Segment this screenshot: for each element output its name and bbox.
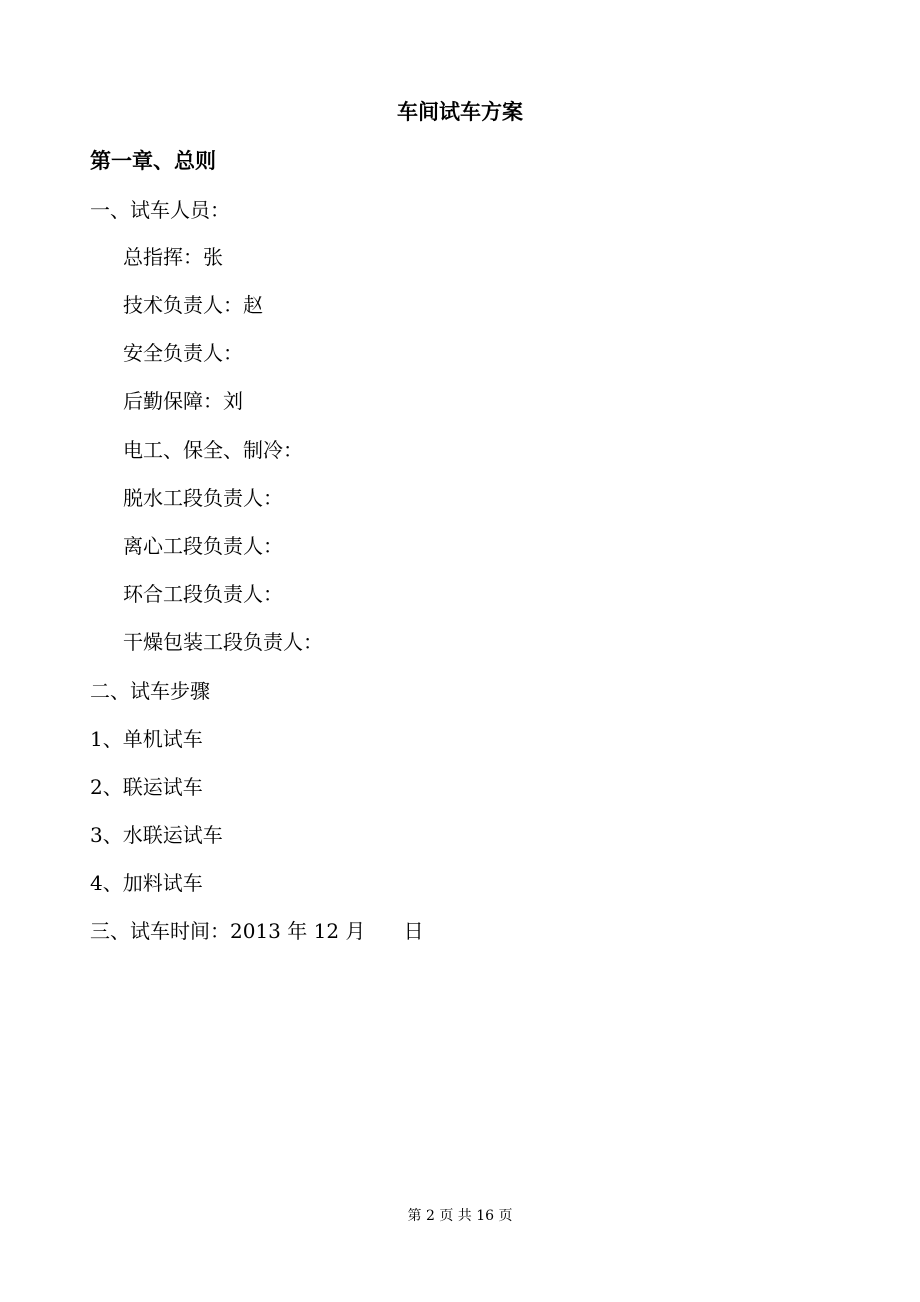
section-trial-time: 三、试车时间：2013 年 12 月 日 bbox=[90, 919, 424, 943]
footer-total-pages: 16 bbox=[476, 1208, 495, 1224]
personnel-item: 总指挥：张 bbox=[123, 245, 223, 269]
step-item: 3、水联运试车 bbox=[90, 823, 223, 847]
personnel-item: 后勤保障：刘 bbox=[123, 389, 243, 413]
personnel-item: 脱水工段负责人： bbox=[123, 486, 283, 510]
chapter-heading: 第一章、总则 bbox=[90, 148, 216, 173]
personnel-item: 技术负责人：赵 bbox=[123, 293, 263, 317]
section-heading-personnel: 一、试车人员： bbox=[90, 198, 230, 222]
footer-middle: 页 共 bbox=[439, 1208, 472, 1224]
document-title: 车间试车方案 bbox=[397, 99, 523, 124]
footer-suffix: 页 bbox=[498, 1208, 513, 1224]
page-footer bbox=[0, 1206, 920, 1226]
personnel-item: 干燥包装工段负责人： bbox=[123, 630, 323, 654]
step-item: 2、联运试车 bbox=[90, 775, 203, 799]
personnel-item: 离心工段负责人： bbox=[123, 534, 283, 558]
footer-current-page: 2 bbox=[425, 1208, 435, 1224]
step-item: 1、单机试车 bbox=[90, 727, 203, 751]
personnel-item: 环合工段负责人： bbox=[123, 582, 283, 606]
footer-prefix: 第 bbox=[407, 1208, 422, 1224]
section-heading-steps: 二、试车步骤 bbox=[90, 679, 210, 703]
personnel-item: 安全负责人： bbox=[123, 341, 243, 365]
personnel-item: 电工、保全、制冷： bbox=[123, 438, 303, 462]
step-item: 4、加料试车 bbox=[90, 871, 203, 895]
